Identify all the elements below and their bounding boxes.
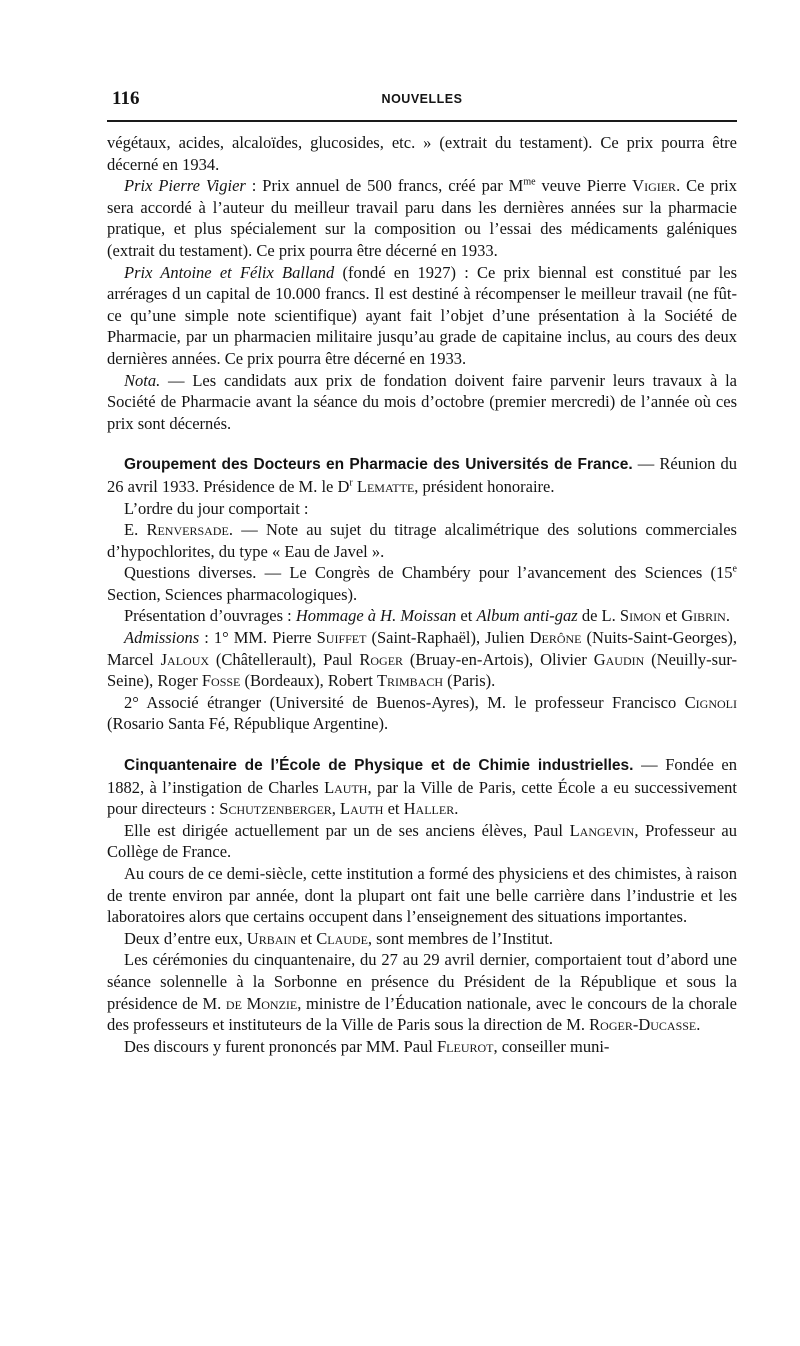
paragraph-questions: Questions diverses. — Le Congrès de Chambéry pour l’avancement des Sciences (15e Section, Sciences pharmacologiques). [107, 563, 737, 604]
nota-label: Nota. [124, 370, 161, 390]
page-body [107, 132, 737, 1057]
paragraph-admissions: Admissions : 1° MM. Pierre Suiffet (Saint-Raphaël), Julien Derône (Nuits-Saint-Georges), Marcel Jaloux (Châtellerault), Paul Roger (Bruay-en-Artois), Olivier Gaudin (Neuilly-sur-Seine), Roger Fosse (Bordeaux), Robert Trimbach (Paris). [107, 628, 737, 691]
paragraph-institut: Deux d’entre eux, Urbain et Claude, sont membres de l’Institut. [124, 928, 554, 948]
document-page [107, 86, 737, 1057]
section-heading: Groupement des Docteurs en Pharmacie des Universités de France. [124, 456, 633, 474]
paragraph-presentation: Présentation d’ouvrages : Hommage à H. Moissan et Album anti-gaz de L. Simon et Gibrin. [124, 606, 730, 626]
person-name: Vigier [632, 176, 677, 196]
paragraph-nota: Nota. — Les candidats aux prix de fondation doivent faire parvenir leurs travaux à la Société de Pharmacie avant la séance du mois d’octobre (premier mercredi) de l’année où ces prix sont décernés. [107, 370, 737, 433]
paragraph-prix-vigier: Prix Pierre Vigier : Prix annuel de 500 francs, créé par $M^{me}$ veuve Pierre Vigier. Ce prix sera accordé à l’auteur du meilleur travail paru dans les dernières années sur la pharmacie pratique, et plus spécialement sur la composition ou l’essai des médicaments galéniques (extrait du testament). Ce prix pourra être décerné en 1933. [107, 176, 737, 260]
page-number: 116 [112, 88, 140, 109]
person-name: Renversade [146, 520, 229, 540]
section-ecole: Cinquantenaire de l’École de Physique et de Chimie industrielles. — Fondée en 1882, à l’instigation de Charles Lauth, par la Ville de Paris, cette École a eu successivement pour directeurs : Schutzenberger, Lauth et Haller. [107, 755, 738, 819]
section-heading: Cinquantenaire de l’École de Physique et de Chimie industrielles. [124, 757, 634, 775]
paragraph-ceremonies: Les cérémonies du cinquantenaire, du 27 au 29 avril dernier, comportaient tout d’abord une séance solennelle à la Sorbonne en présence du Président de la République et sous la présidence de M. de Monzie, ministre de l’Éducation nationale, avec le concours de la chorale des professeurs et instituteurs de la Ville de Paris sous la direction de M. Roger-Ducasse. [107, 950, 737, 1035]
paragraph-prix-balland: Prix Antoine et Félix Balland (fondé en 1927) : Ce prix biennal est constitué par les arrérages d un capital de 10.000 francs. Il est destiné à récompenser le meilleur travail (ne fût-ce qu’une simple note scientifique) ayant fait l’objet d’une présentation à la Société de Pharmacie, par un pharmacien militaire jusqu’au grade de capitaine inclus, au cours des deux dernières années. Ce prix pourra être décerné en 1933. [107, 262, 737, 368]
paragraph-intro: végétaux, acides, alcaloïdes, glucosides, etc. » (extrait du testament). Ce prix pourra être décerné en 1934. [107, 133, 737, 174]
prize-title: Prix Antoine et Félix Balland [124, 262, 335, 282]
running-title: NOUVELLES [381, 92, 463, 106]
paragraph-renversade: E. Renversade. — Note au sujet du titrage alcalimétrique des solutions commerciales d’hypochlorites, du type « Eau de Javel ». [107, 520, 737, 561]
paragraph-demi-siecle: Au cours de ce demi-siècle, cette institution a formé des physiciens et des chimistes, à raison de trente environ par année, dont la plupart ont fait une belle carrière dans l’industrie et les laboratoires alors que certains occupent dans l’enseignement des situations importantes. [107, 864, 737, 927]
paragraph-direction: Elle est dirigée actuellement par un de ses anciens élèves, Paul Langevin, Professeur au Collège de France. [107, 820, 737, 862]
person-name: Lematte [356, 476, 415, 496]
prize-title: Prix Pierre Vigier [124, 176, 246, 196]
paragraph-ordre: L’ordre du jour comportait : [124, 498, 309, 518]
page-header [107, 86, 737, 122]
section-groupement: Groupement des Docteurs en Pharmacie des Universités de France. — Réunion du 26 avril 1933. Présidence de M. le $D^r$ Lematte, président honoraire. [107, 454, 737, 496]
paragraph-discours: Des discours y furent prononcés par MM. Paul Fleurot, conseiller muni- [124, 1036, 610, 1056]
paragraph-associe: 2° Associé étranger (Université de Buenos-Ayres), M. le professeur Francisco Cignoli (Rosario Santa Fé, République Argentine). [107, 692, 737, 734]
